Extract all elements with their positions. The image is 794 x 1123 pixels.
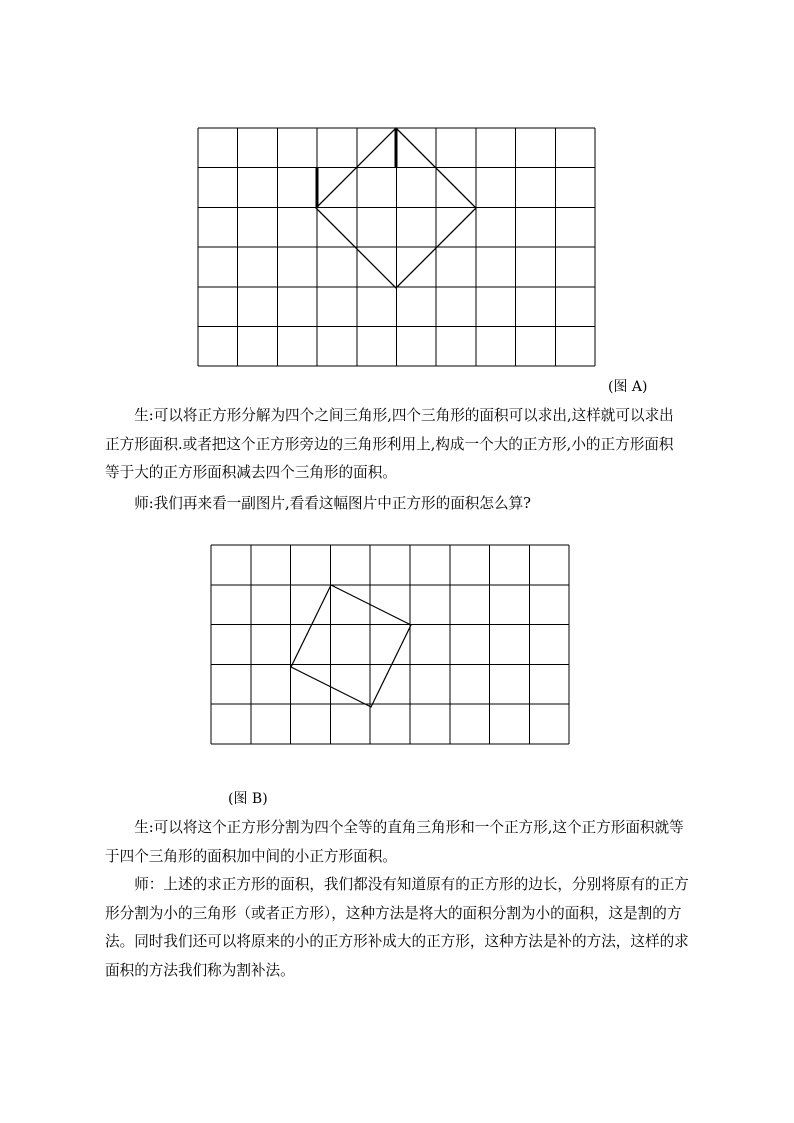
figure-a-caption: (图 A) (608, 379, 648, 395)
text-line: 形分割为小的三角形（或者正方形），这种方法是将大的面积分割为小的面积，这是割的方 (105, 904, 682, 922)
text-line: 正方形面积.或者把这个正方形旁边的三角形利用上,构成一个大的正方形,小的正方形面积 (105, 435, 674, 453)
text-line: 面积的方法我们称为割补法。 (105, 961, 295, 979)
text-line: 于四个三角形的面积加中间的小正方形面积。 (105, 847, 397, 865)
figure-b-caption: (图 B) (228, 791, 268, 807)
paragraph-teacher-1 (105, 490, 717, 519)
figure-b-grid (210, 544, 570, 749)
paragraph-teacher-2 (105, 871, 717, 985)
text-line: 生:可以将正方形分解为四个之间三角形,四个三角形的面积可以求出,这样就可以求出 (105, 407, 674, 424)
text-line: 师：上述的求正方形的面积，我们都没有知道原有的正方形的边长，分别将原有的正方 (105, 876, 689, 893)
paragraph-student-1 (105, 402, 717, 488)
text-line: 生:可以将这个正方形分割为四个全等的直角三角形和一个正方形,这个正方形面积就等 (105, 819, 684, 836)
figure-b-tilted-square (291, 585, 411, 707)
text-line: 法。同时我们还可以将原来的小的正方形补成大的正方形，这种方法是补的方法，这样的求 (105, 933, 689, 950)
text-line: 师:我们再来看一副图片,看看这幅图片中正方形的面积怎么算? (105, 495, 532, 512)
paragraph-student-2 (105, 814, 717, 871)
text-line: 等于大的正方形面积减去四个三角形的面积。 (105, 464, 397, 481)
figure-a-grid (197, 127, 597, 369)
